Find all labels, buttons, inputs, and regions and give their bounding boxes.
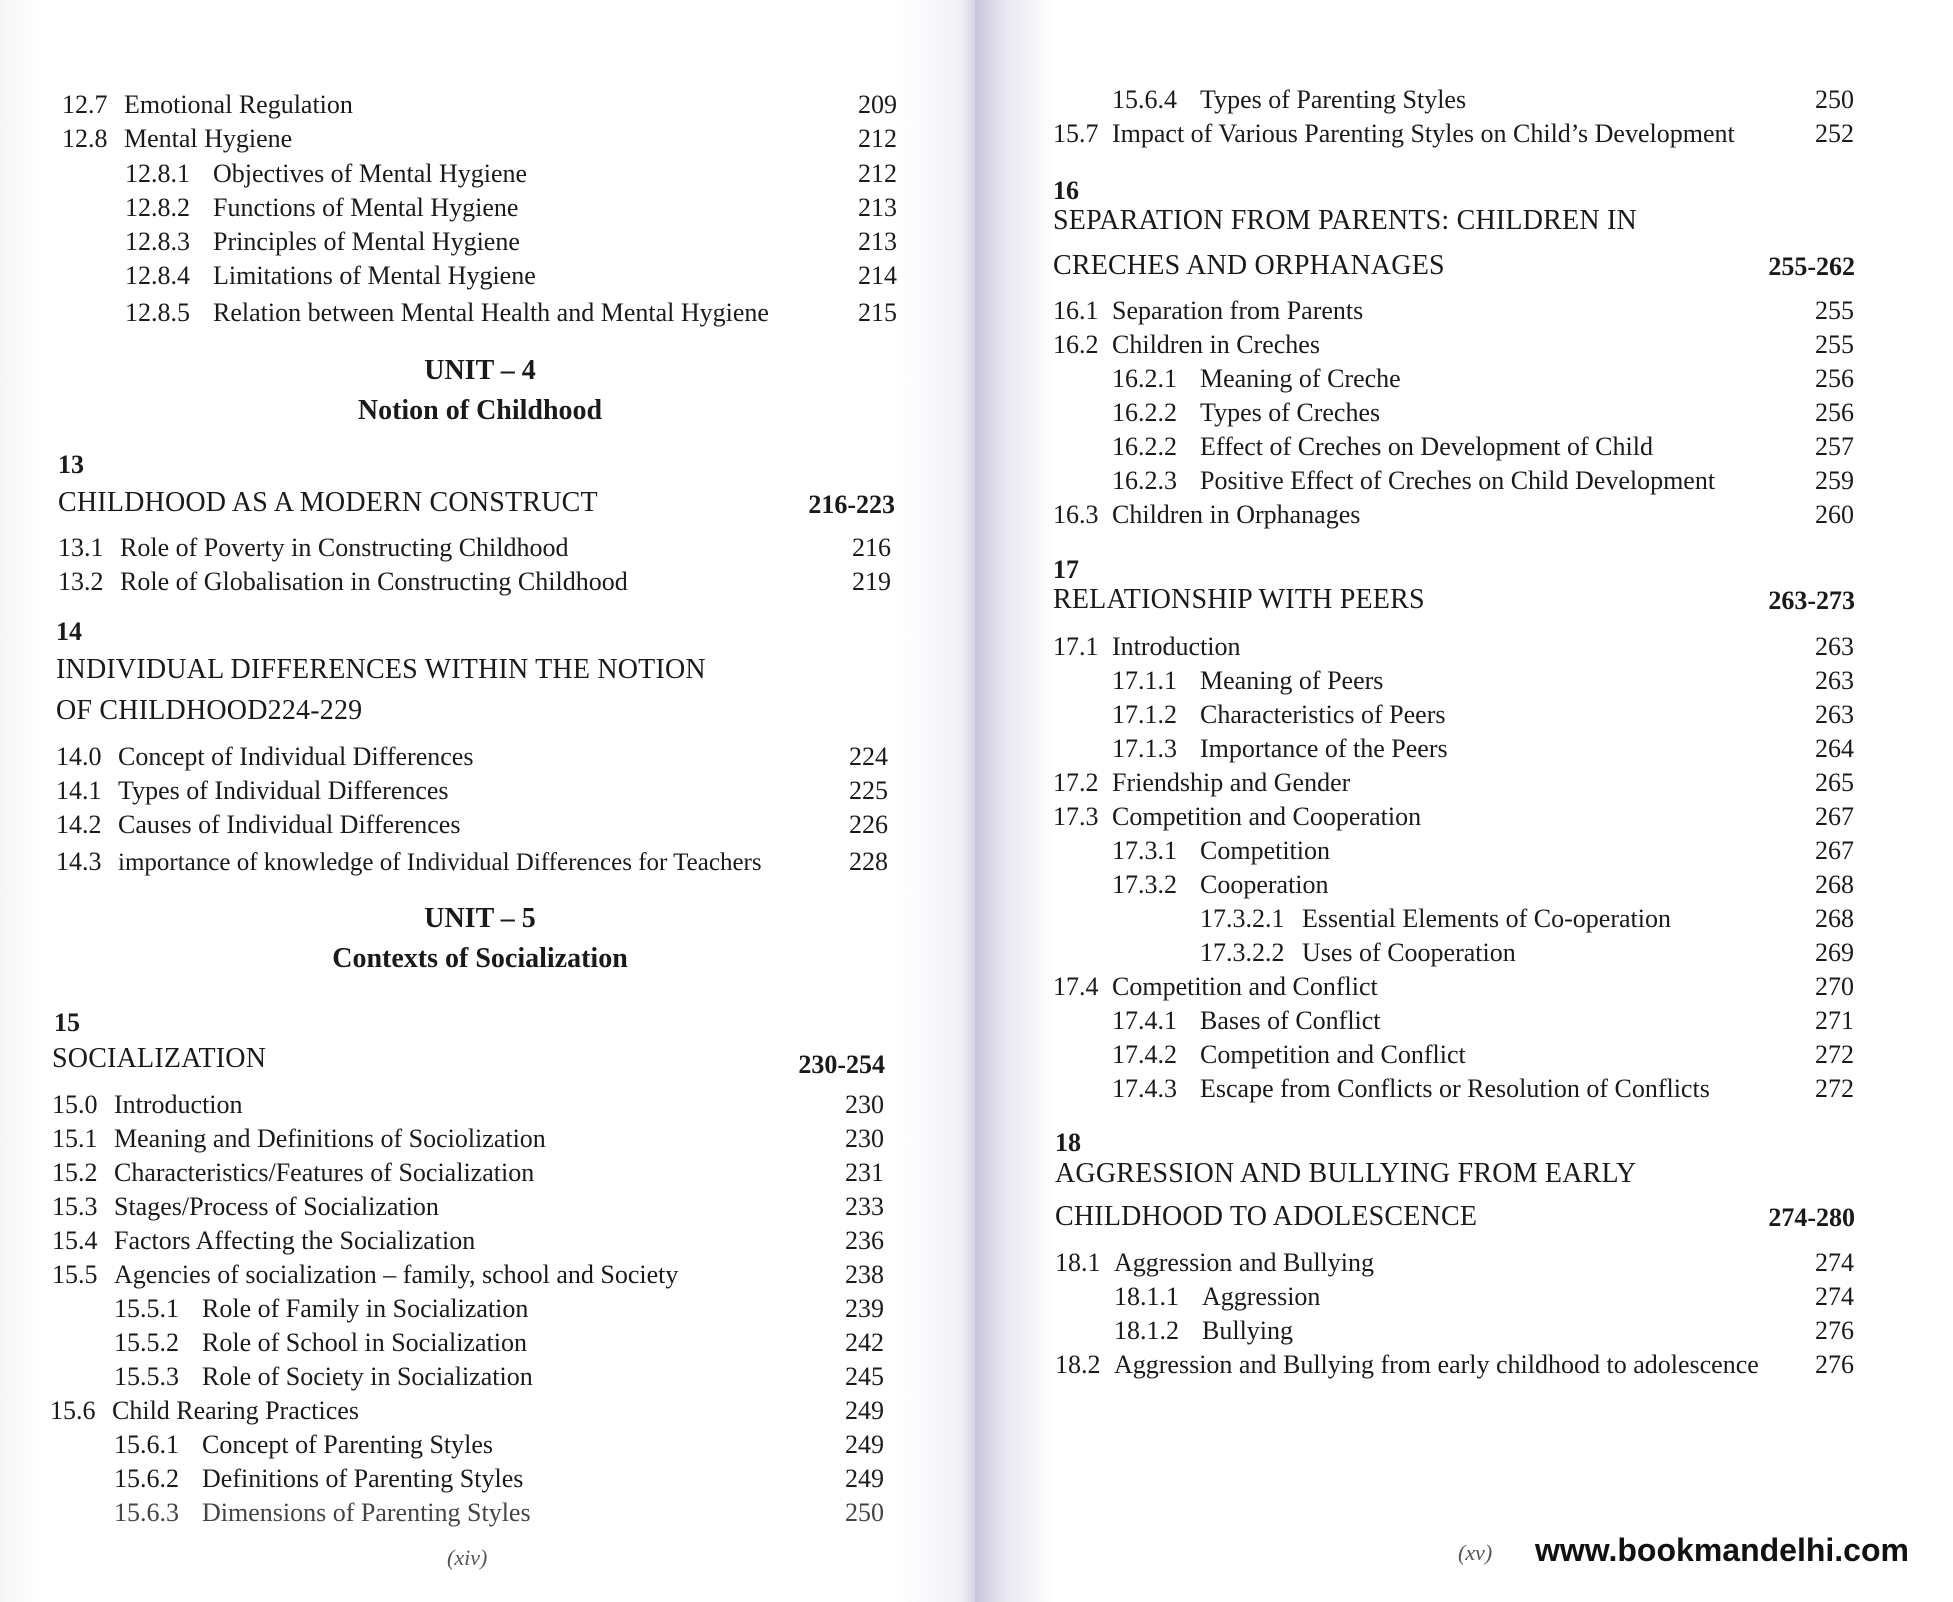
entry-title: Factors Affecting the Socialization xyxy=(114,1226,476,1255)
toc-entry xyxy=(1053,632,1854,662)
chapter-number: 15 xyxy=(54,1008,80,1037)
entry-number: 15.4 xyxy=(52,1226,98,1255)
entry-page: 236 xyxy=(845,1226,884,1255)
entry-page: 269 xyxy=(1815,938,1854,967)
toc-entry xyxy=(1053,768,1854,798)
toc-entry xyxy=(114,1498,884,1528)
entry-page: 256 xyxy=(1815,364,1854,393)
toc-entry xyxy=(1112,1006,1854,1036)
entry-number: 15.5.1 xyxy=(114,1294,179,1323)
entry-page: 274 xyxy=(1815,1248,1854,1277)
chapter-number: 18 xyxy=(1055,1128,1081,1157)
entry-page: 255 xyxy=(1815,330,1854,359)
toc-entry xyxy=(1112,666,1854,696)
toc-entry xyxy=(56,742,888,772)
entry-number: 15.2 xyxy=(52,1158,98,1187)
entry-title: Limitations of Mental Hygiene xyxy=(213,261,536,290)
toc-entry xyxy=(125,298,897,328)
chapter-title-line2: CHILDHOOD TO ADOLESCENCE xyxy=(1055,1201,1478,1232)
entry-page: 239 xyxy=(845,1294,884,1323)
entry-number: 12.7 xyxy=(62,90,108,119)
toc-entry xyxy=(1053,500,1854,530)
entry-title: Children in Creches xyxy=(1112,330,1320,359)
entry-page: 213 xyxy=(858,227,897,256)
entry-number: 15.1 xyxy=(52,1124,98,1153)
toc-entry xyxy=(1200,904,1854,934)
entry-title: Importance of the Peers xyxy=(1200,734,1448,763)
entry-page: 268 xyxy=(1815,870,1854,899)
entry-title: Competition and Cooperation xyxy=(1112,802,1422,831)
entry-number: 12.8.5 xyxy=(125,298,190,327)
chapter-title-line2: OF CHILDHOOD224-229 xyxy=(56,695,363,726)
entry-number: 16.2 xyxy=(1053,330,1099,359)
chapter-page-range: 255-262 xyxy=(1768,252,1855,281)
chapter-number: 16 xyxy=(1053,176,1079,205)
toc-entry xyxy=(1112,700,1854,730)
entry-title: Meaning of Creche xyxy=(1200,364,1401,393)
chapter-number: 14 xyxy=(56,617,82,646)
toc-entry xyxy=(52,1226,884,1256)
chapter-title-line1: SEPARATION FROM PARENTS: CHILDREN IN xyxy=(1053,205,1637,236)
entry-page: 209 xyxy=(858,90,897,119)
toc-entry xyxy=(56,776,888,806)
entry-page: 263 xyxy=(1815,632,1854,661)
entry-title: Introduction xyxy=(1112,632,1241,661)
entry-title: Role of School in Socialization xyxy=(202,1328,527,1357)
entry-number: 17.4 xyxy=(1053,972,1099,1001)
entry-number: 12.8 xyxy=(62,124,108,153)
toc-entry xyxy=(1112,734,1854,764)
entry-title: Causes of Individual Differences xyxy=(118,810,461,839)
toc-entry xyxy=(1053,119,1854,149)
entry-number: 14.1 xyxy=(56,776,102,805)
toc-entry xyxy=(1112,1074,1854,1104)
entry-page: 267 xyxy=(1815,802,1854,831)
chapter-number: 13 xyxy=(58,450,84,479)
entry-page: 274 xyxy=(1815,1282,1854,1311)
entry-page: 249 xyxy=(845,1396,884,1425)
entry-page: 252 xyxy=(1815,119,1854,148)
entry-page: 216 xyxy=(852,533,891,562)
entry-number: 15.0 xyxy=(52,1090,98,1119)
entry-title: Role of Globalisation in Constructing Childhood xyxy=(120,567,628,596)
entry-page: 265 xyxy=(1815,768,1854,797)
entry-number: 15.6.4 xyxy=(1112,85,1177,114)
entry-title: Principles of Mental Hygiene xyxy=(213,227,520,256)
entry-title: Meaning and Definitions of Sociolization xyxy=(114,1124,546,1153)
entry-title: Aggression and Bullying xyxy=(1114,1248,1374,1277)
entry-title: Uses of Cooperation xyxy=(1302,938,1516,967)
entry-number: 17.4.2 xyxy=(1112,1040,1177,1069)
entry-number: 18.1.1 xyxy=(1114,1282,1179,1311)
unit-title: Contexts of Socialization xyxy=(332,943,628,974)
entry-page: 272 xyxy=(1815,1074,1854,1103)
entry-page: 263 xyxy=(1815,666,1854,695)
entry-title: Characteristics/Features of Socialization xyxy=(114,1158,535,1187)
entry-number: 18.1.2 xyxy=(1114,1316,1179,1345)
toc-entry xyxy=(1053,972,1854,1002)
entry-title: Mental Hygiene xyxy=(124,124,293,153)
chapter-page-range: 274-280 xyxy=(1768,1203,1855,1232)
entry-number: 15.5 xyxy=(52,1260,98,1289)
toc-entry xyxy=(114,1362,884,1392)
entry-number: 17.2 xyxy=(1053,768,1099,797)
entry-title: Relation between Mental Health and Mental Hygiene xyxy=(213,298,769,327)
entry-title: Concept of Individual Differences xyxy=(118,742,474,771)
entry-number: 12.8.1 xyxy=(125,159,190,188)
toc-entry xyxy=(1112,836,1854,866)
entry-number: 17.1.2 xyxy=(1112,700,1177,729)
toc-entry xyxy=(1114,1282,1854,1312)
entry-number: 12.8.2 xyxy=(125,193,190,222)
entry-number: 12.8.4 xyxy=(125,261,190,290)
toc-entry xyxy=(52,1124,884,1154)
chapter-title-line2: CRECHES AND ORPHANAGES xyxy=(1053,250,1445,281)
entry-title: Essential Elements of Co-operation xyxy=(1302,904,1671,933)
entry-title: Effect of Creches on Development of Child xyxy=(1200,432,1653,461)
chapter-title: CHILDHOOD AS A MODERN CONSTRUCT xyxy=(58,487,598,518)
entry-number: 17.1.1 xyxy=(1112,666,1177,695)
entry-page: 225 xyxy=(849,776,888,805)
entry-title: Types of Creches xyxy=(1200,398,1381,427)
entry-title: Competition and Conflict xyxy=(1112,972,1378,1001)
entry-number: 15.6.3 xyxy=(114,1498,179,1527)
entry-page: 219 xyxy=(852,567,891,596)
toc-entry xyxy=(1112,870,1854,900)
entry-page: 245 xyxy=(845,1362,884,1391)
entry-page: 276 xyxy=(1815,1316,1854,1345)
entry-title: Concept of Parenting Styles xyxy=(202,1430,494,1459)
entry-page: 255 xyxy=(1815,296,1854,325)
toc-entry xyxy=(1055,1248,1854,1278)
entry-page: 238 xyxy=(845,1260,884,1289)
entry-title: Aggression and Bullying from early childhood to adolescence xyxy=(1114,1350,1759,1379)
chapter-title-line1: INDIVIDUAL DIFFERENCES WITHIN THE NOTION xyxy=(56,654,706,685)
entry-number: 15.6.1 xyxy=(114,1430,179,1459)
entry-page: 213 xyxy=(858,193,897,222)
toc-entry xyxy=(1200,938,1854,968)
entry-number: 14.2 xyxy=(56,810,102,839)
entry-number: 17.1.3 xyxy=(1112,734,1177,763)
entry-number: 12.8.3 xyxy=(125,227,190,256)
entry-title: Dimensions of Parenting Styles xyxy=(202,1498,531,1527)
entry-page: 214 xyxy=(858,261,897,290)
entry-number: 15.5.3 xyxy=(114,1362,179,1391)
website-watermark: www.bookmandelhi.com xyxy=(1535,1532,1909,1568)
entry-page: 250 xyxy=(845,1498,884,1527)
entry-page: 267 xyxy=(1815,836,1854,865)
toc-entry xyxy=(62,124,897,154)
page-footer-number: (xv) xyxy=(1458,1540,1493,1565)
unit-label: UNIT – 5 xyxy=(424,903,536,934)
entry-title: Friendship and Gender xyxy=(1112,768,1351,797)
entry-page: 271 xyxy=(1815,1006,1854,1035)
entry-number: 15.6 xyxy=(50,1396,96,1425)
entry-number: 15.7 xyxy=(1053,119,1099,148)
chapter-title-line1: AGGRESSION AND BULLYING FROM EARLY xyxy=(1055,1158,1637,1189)
entry-number: 17.3.2.1 xyxy=(1200,904,1285,933)
entry-number: 13.1 xyxy=(58,533,104,562)
entry-title: Role of Poverty in Constructing Childhood xyxy=(120,533,569,562)
entry-title: Agencies of socialization – family, school and Society xyxy=(114,1260,679,1289)
entry-number: 14.3 xyxy=(56,847,102,876)
entry-page: 215 xyxy=(858,298,897,327)
entry-title: Positive Effect of Creches on Child Development xyxy=(1200,466,1716,495)
entry-page: 268 xyxy=(1815,904,1854,933)
toc-entry xyxy=(58,567,891,597)
entry-title: Escape from Conflicts or Resolution of Conflicts xyxy=(1200,1074,1710,1103)
entry-number: 15.6.2 xyxy=(114,1464,179,1493)
toc-entry xyxy=(125,261,897,291)
entry-page: 260 xyxy=(1815,500,1854,529)
entry-page: 212 xyxy=(858,124,897,153)
toc-entry xyxy=(1112,364,1854,394)
entry-page: 257 xyxy=(1815,432,1854,461)
chapter-page-range: 230-254 xyxy=(798,1050,885,1079)
entry-page: 231 xyxy=(845,1158,884,1187)
toc-entry xyxy=(125,193,897,223)
entry-number: 16.2.3 xyxy=(1112,466,1177,495)
toc-entry xyxy=(114,1294,884,1324)
entry-number: 17.4.1 xyxy=(1112,1006,1177,1035)
entry-page: 224 xyxy=(849,742,888,771)
entry-title: Meaning of Peers xyxy=(1200,666,1384,695)
entry-title: Aggression xyxy=(1202,1282,1321,1311)
entry-title: Bases of Conflict xyxy=(1200,1006,1381,1035)
toc-entry xyxy=(1053,802,1854,832)
entry-title: Types of Parenting Styles xyxy=(1200,85,1467,114)
toc-entry xyxy=(50,1396,884,1426)
entry-page: 230 xyxy=(845,1090,884,1119)
entry-title: Stages/Process of Socialization xyxy=(114,1192,439,1221)
entry-number: 18.1 xyxy=(1055,1248,1101,1277)
entry-page: 272 xyxy=(1815,1040,1854,1069)
toc-entry xyxy=(1114,1316,1854,1346)
entry-title: Role of Society in Socialization xyxy=(202,1362,533,1391)
toc-entry xyxy=(1112,398,1854,428)
entry-page: 226 xyxy=(849,810,888,839)
entry-number: 15.5.2 xyxy=(114,1328,179,1357)
chapter-title: SOCIALIZATION xyxy=(52,1043,267,1074)
entry-number: 16.2.1 xyxy=(1112,364,1177,393)
entry-page: 256 xyxy=(1815,398,1854,427)
chapter-number: 17 xyxy=(1053,555,1079,584)
entry-title: Objectives of Mental Hygiene xyxy=(213,159,528,188)
entry-number: 17.4.3 xyxy=(1112,1074,1177,1103)
entry-page: 228 xyxy=(849,847,888,876)
entry-title: Separation from Parents xyxy=(1112,296,1364,325)
entry-title: Definitions of Parenting Styles xyxy=(202,1464,524,1493)
entry-number: 13.2 xyxy=(58,567,104,596)
right-page xyxy=(975,0,1953,1602)
toc-entry xyxy=(114,1328,884,1358)
entry-number: 15.3 xyxy=(52,1192,98,1221)
toc-entry xyxy=(1112,466,1854,496)
chapter-page-range: 263-273 xyxy=(1768,586,1855,615)
entry-title: Emotional Regulation xyxy=(124,90,353,119)
toc-entry xyxy=(1112,432,1854,462)
entry-page: 249 xyxy=(845,1464,884,1493)
chapter-title: RELATIONSHIP WITH PEERS xyxy=(1053,584,1425,615)
entry-number: 17.1 xyxy=(1053,632,1099,661)
entry-title: Bullying xyxy=(1202,1316,1294,1345)
left-page xyxy=(0,0,975,1602)
toc-entry xyxy=(56,847,888,877)
toc-entry xyxy=(1112,85,1854,115)
entry-page: 212 xyxy=(858,159,897,188)
entry-title: Types of Individual Differences xyxy=(118,776,449,805)
toc-entry xyxy=(62,90,897,120)
entry-number: 16.2.2 xyxy=(1112,398,1177,427)
entry-title: Role of Family in Socialization xyxy=(202,1294,529,1323)
toc-entry xyxy=(52,1158,884,1188)
entry-title: Introduction xyxy=(114,1090,243,1119)
entry-page: 276 xyxy=(1815,1350,1854,1379)
entry-page: 264 xyxy=(1815,734,1854,763)
toc-entry xyxy=(1053,296,1854,326)
entry-number: 17.3.2 xyxy=(1112,870,1177,899)
toc-entry xyxy=(52,1260,884,1290)
entry-page: 259 xyxy=(1815,466,1854,495)
entry-title: Characteristics of Peers xyxy=(1200,700,1446,729)
entry-title: Impact of Various Parenting Styles on Child’s Development xyxy=(1112,119,1735,148)
toc-entry xyxy=(52,1090,884,1120)
entry-title: Cooperation xyxy=(1200,870,1329,899)
entry-page: 230 xyxy=(845,1124,884,1153)
page-footer-number: (xiv) xyxy=(447,1545,488,1570)
toc-entry xyxy=(125,159,897,189)
entry-number: 16.2.2 xyxy=(1112,432,1177,461)
entry-number: 17.3.2.2 xyxy=(1200,938,1285,967)
entry-page: 270 xyxy=(1815,972,1854,1001)
entry-number: 18.2 xyxy=(1055,1350,1101,1379)
toc-entry xyxy=(1053,330,1854,360)
entry-title: Functions of Mental Hygiene xyxy=(213,193,519,222)
unit-label: UNIT – 4 xyxy=(424,355,536,386)
toc-entry xyxy=(1112,1040,1854,1070)
toc-entry xyxy=(1055,1350,1854,1380)
toc-entry xyxy=(56,810,888,840)
entry-title: Competition xyxy=(1200,836,1330,865)
entry-title: Competition and Conflict xyxy=(1200,1040,1466,1069)
entry-number: 14.0 xyxy=(56,742,102,771)
entry-title: Children in Orphanages xyxy=(1112,500,1361,529)
entry-number: 16.1 xyxy=(1053,296,1099,325)
toc-entry xyxy=(58,533,891,563)
entry-page: 263 xyxy=(1815,700,1854,729)
entry-page: 233 xyxy=(845,1192,884,1221)
entry-page: 249 xyxy=(845,1430,884,1459)
entry-page: 242 xyxy=(845,1328,884,1357)
entry-number: 17.3 xyxy=(1053,802,1099,831)
entry-page: 250 xyxy=(1815,85,1854,114)
unit-title: Notion of Childhood xyxy=(357,395,603,426)
entry-title: Child Rearing Practices xyxy=(112,1396,359,1425)
entry-number: 17.3.1 xyxy=(1112,836,1177,865)
toc-entry xyxy=(114,1430,884,1460)
entry-title: importance of knowledge of Individual Differences for Teachers xyxy=(118,849,762,876)
toc-entry xyxy=(125,227,897,257)
entry-number: 16.3 xyxy=(1053,500,1099,529)
chapter-page-range: 216-223 xyxy=(808,490,895,519)
toc-entry xyxy=(114,1464,884,1494)
toc-entry xyxy=(52,1192,884,1222)
